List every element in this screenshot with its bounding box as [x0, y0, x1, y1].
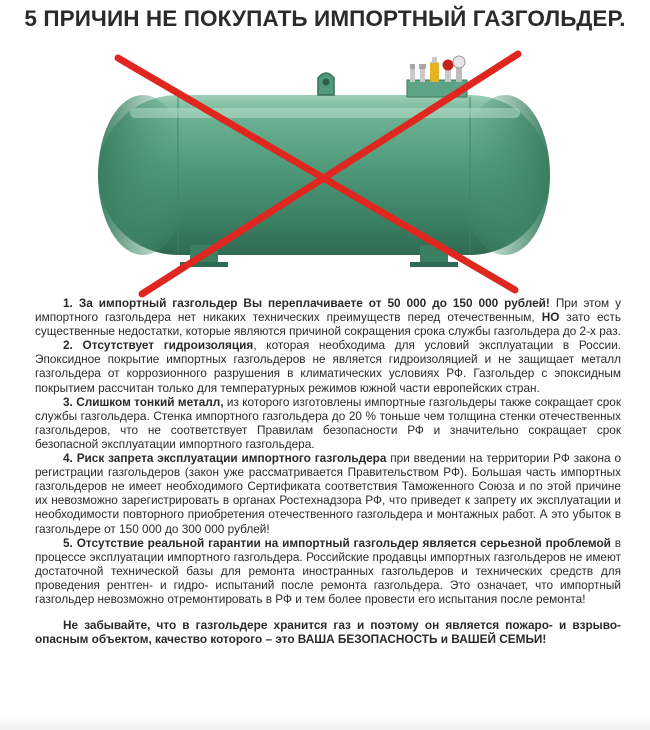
- gas-tank-crossed-out-icon: [70, 40, 570, 302]
- bottom-divider: [0, 716, 650, 730]
- gas-tank-icon: [98, 73, 550, 267]
- reason-2: 2. Отсутствует гидроизоляция, которая необходима для условий эксплуатации в России. Эпоксидное покрытие импортных газгольдеров не является гидроизоляцией и не защищает металл газгольдера от коррозионного разрушения в климатических условиях РФ. Газгольдер с эпоксидным покрытием рассчитан только для температурных режимов южной части европейских стран.: [35, 338, 622, 395]
- reason-3: 3. Слишком тонкий металл, из которого изготовлены импортные газгольдеры также сокращает срок службы газгольдера. Стенка импортного газгольдера до 20 % тоньше чем толщина стенки отечественных газгольдеров, что не соответствует Правилам безопасности РФ и значительно сокращает срок безопасной эксплуатации импортного газгольдера.: [35, 394, 621, 451]
- reasons-list: [35, 296, 621, 646]
- page-title: 5 ПРИЧИН НЕ ПОКУПАТЬ ИМПОРТНЫЙ ГАЗГОЛЬДЕР.: [24, 6, 626, 31]
- reason-5: 5. Отсутствие реальной гарантии на импортный газгольдер является серьезной проблемой в процессе эксплуатации импортного газгольдера. Российские продавцы импортных газгольдеров не имеют достаточной технической базы для ремонта иностранных газгольдеров и технических средств для проведения рентген- и гидро- испытаний после ремонта газгольдера. Это означает, что импортный газгольдер невозможно отремонтировать в РФ и тем более провести его испытания после ремонта!: [35, 535, 622, 606]
- final-warning: Не забывайте, что в газгольдере хранится газ и поэтому он является пожаро- и взрыво-опасным объектом, качество которого – это ВАША БЕЗОПАСНОСТЬ и ВАШЕЙ СЕМЬИ!: [35, 618, 621, 647]
- reason-4: 4. Риск запрета эксплуатации импортного газгольдера при введении на территории РФ закона о регистрации газгольдеров (закон уже рассматривается Правительством РФ). Большая часть импортных газгольдеров не имеет необходимого Сертификата соответствия Таможенного Союза и по этой причине их невозможно зарегистрировать в органах Ростехнадзора РФ, что приведет к запрету их эксплуатации и необходимости повторного приобретения отечественного газгольдера и монтажных работ. А это убыток в газгольдере от 150 000 до 300 000 рублей!: [35, 451, 622, 536]
- reason-1: 1. За импортный газгольдер Вы переплачиваете от 50 000 до 150 000 рублей! При этом у импортного газгольдера нет никаких технических преимуществ перед отечественным, НО зато есть существенные недостатки, которые являются причиной сокращения срока службы газгольдера до 2-х раз.: [35, 296, 621, 339]
